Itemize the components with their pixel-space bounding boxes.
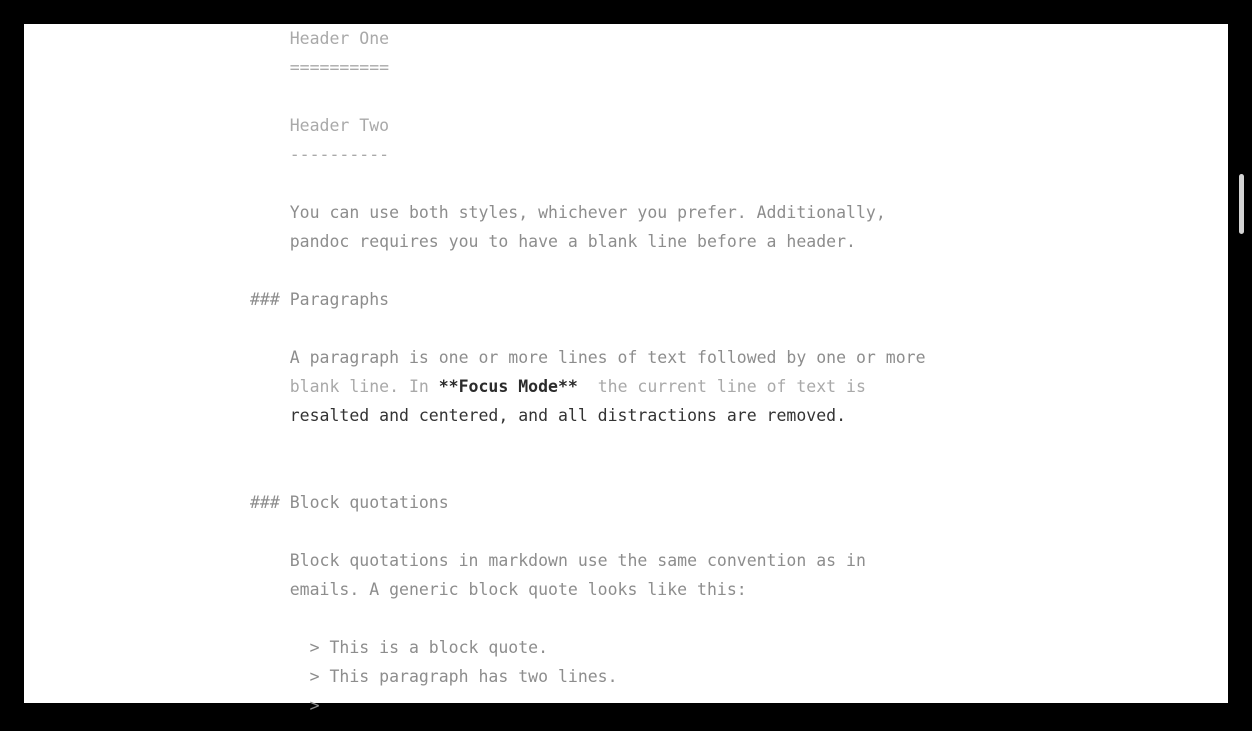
editor-line[interactable]: Header Two: [250, 116, 390, 135]
editor-line[interactable]: You can use both styles, whichever you prefer. Additionally,: [250, 203, 886, 222]
editor-line-heading[interactable]: ### Paragraphs: [250, 290, 390, 309]
editor-line[interactable]: [24, 430, 1228, 459]
editor-line-current[interactable]: resalted and centered, and all distractions are removed.: [250, 406, 847, 425]
editor-line[interactable]: [24, 82, 1228, 111]
editor-line-blockquote[interactable]: > This paragraph has two lines.: [250, 667, 618, 686]
vertical-scrollbar-thumb[interactable]: [1239, 174, 1244, 234]
editor-line-blockquote[interactable]: >: [250, 696, 320, 715]
editor-line[interactable]: [24, 256, 1228, 285]
editor-line[interactable]: ----------: [250, 145, 390, 164]
editor-line[interactable]: ==========: [250, 58, 390, 77]
editor-line[interactable]: [24, 459, 1228, 488]
editor-line[interactable]: pandoc requires you to have a blank line before a header.: [250, 232, 856, 251]
line-text-before: blank line. In: [250, 377, 439, 396]
editor-line[interactable]: [24, 604, 1228, 633]
editor-line[interactable]: emails. A generic block quote looks like this:: [250, 580, 747, 599]
editor-line-with-bold[interactable]: [24, 372, 1228, 401]
editor-line-heading[interactable]: ### Block quotations: [250, 493, 449, 512]
editor-line[interactable]: A paragraph is one or more lines of text followed by one or more: [250, 348, 926, 367]
editor-line[interactable]: [24, 169, 1228, 198]
markdown-editor-window[interactable]: [24, 24, 1228, 715]
editor-line-blockquote[interactable]: > This is a block quote.: [250, 638, 549, 657]
bold-focus-mode: **Focus Mode**: [438, 377, 578, 396]
editor-line[interactable]: Header One: [250, 29, 390, 48]
line-text-after: the current line of text is: [577, 377, 866, 396]
editor-line[interactable]: Block quotations in markdown use the same convention as in: [250, 551, 866, 570]
editor-text-area[interactable]: [24, 24, 1228, 720]
editor-line[interactable]: [24, 314, 1228, 343]
vertical-scrollbar-track[interactable]: [1242, 24, 1248, 703]
editor-line[interactable]: [24, 517, 1228, 546]
